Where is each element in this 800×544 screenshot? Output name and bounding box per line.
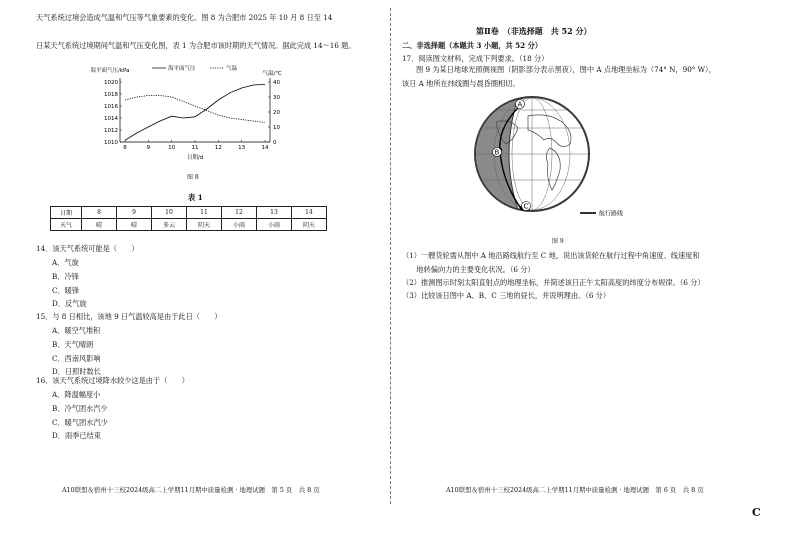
right-footer: A10联盟＆宿州十三校2024级高二上学期11月期中质量检测 · 地理试题 第 6 页 共 8 页 [446,486,704,494]
option: C．暖锋 [52,286,80,295]
sub-question-2: （2）推测图示时刻太阳直射点的地理坐标，并简述该日正午太阳高度的纬度分布规律。（6 分） [402,278,705,287]
x-tick-label: 8 [123,145,127,151]
y-axis-label: 海平面气压/kPa [90,68,130,74]
figure-8-chart [80,60,310,180]
option: D．日照时数长 [52,367,101,376]
y-tick-label: 1016 [104,104,118,110]
x-tick-label: 9 [146,145,151,151]
table-cell: 小雨 [257,219,292,231]
page-divider [390,8,391,504]
x-tick-label: 11 [191,145,199,151]
y-tick-label: 1014 [104,116,118,122]
question-17: 17．阅读图文材料，完成下列要求。（18 分） [402,54,549,63]
option: B．冷气团水汽少 [52,404,108,413]
question-16: 16．该天气系统过境降水较少这是由于（ ） [36,376,189,385]
table-cell: 13 [257,207,292,219]
q17-text-2: 该日 A 地所在纬线圈与晨昏圈相切。 [402,79,520,88]
table-cell: 天气 [51,219,82,231]
sub-question-1: （1）一艘货轮需从图中 A 地沿路线航行至 C 地，说出该货轮在航行过程中角速度、线速度和 [402,251,700,260]
table-cell: 多云 [152,219,187,231]
y2-tick-label: 0 [273,140,277,146]
y-tick-label: 1010 [104,140,118,146]
part-title: 二、非选择题（本题共 3 小题，共 52 分） [402,41,543,50]
x-tick-label: 14 [261,145,269,151]
table-cell: 12 [222,207,257,219]
table-cell: 晴 [82,219,117,231]
figure-8-caption: 图 8 [187,174,199,181]
x-tick-label: 10 [168,145,176,151]
label-a: A [517,100,523,109]
option: C．暖气团水汽少 [52,418,108,427]
table-cell: 11 [187,207,222,219]
option: B．冷锋 [52,272,79,281]
y2-tick-label: 30 [273,95,280,101]
option: B．天气晴朗 [52,340,94,349]
table-row [51,207,327,219]
left-footer: A10联盟＆宿州十三校2024级高二上学期11月期中质量检测 · 地理试题 第 5 页 共 8 页 [62,486,320,494]
table-cell: 阴天 [292,219,327,231]
table-row [51,219,327,231]
x-tick-label: 12 [214,145,222,151]
y-tick-label: 1012 [104,128,118,134]
q17-text-1: 图 9 为某日地球光照侧视图（阴影部分表示黑夜），图中 A 点地理坐标为（74° N，90° W）， [416,65,716,74]
y2-tick-label: 10 [273,125,280,131]
section-title: 第Ⅱ卷 （非选择题 共 52 分） [476,26,592,36]
question-14: 14．该天气系统可能是（ ） [36,244,139,253]
table-cell: 阴天 [187,219,222,231]
question-15: 15．与 8 日相比，该地 9 日气温较高是由于此日（ ） [36,312,222,321]
intro-line-2: 日某天气系统过境期间气温和气压变化图，表 1 为合肥市该时期的天气情况。据此完成 14～16 题。 [36,41,356,50]
y2-tick-label: 40 [273,80,280,86]
table-cell: 10 [152,207,187,219]
x-tick-label: 13 [238,145,246,151]
option: C．西南风影响 [52,354,101,363]
legend-route-label: 航行路线 [599,210,624,218]
y2-tick-label: 20 [273,110,280,116]
legend-pressure-label: 海平面气压 [168,66,196,72]
intro-line-1: 天气系统过境会造成气温和气压等气象要素的变化。图 8 为合肥市 2025 年 10 月 8 日至 14 [36,13,333,22]
table-1-title: 表 1 [188,193,203,202]
table-cell: 14 [292,207,327,219]
y-tick-label: 1020 [104,80,118,86]
pressure-line [125,84,265,140]
weather-table [50,206,327,231]
option: A．气旋 [52,258,79,267]
label-b: B [494,148,500,157]
option: D．雨季已结束 [52,431,101,440]
table-cell: 日期 [51,207,82,219]
table-cell: 晴 [117,219,152,231]
y-tick-label: 1018 [104,92,118,98]
table-cell: 8 [82,207,117,219]
option: A．降温幅度小 [52,390,101,399]
option: A．暖空气堆积 [52,326,101,335]
table-cell: 9 [117,207,152,219]
sub-question-1-cont: 地转偏向力的主要变化状况。（6 分） [402,265,535,274]
legend-temp-label: 气温 [226,66,238,72]
label-c: C [523,202,529,211]
sub-question-3: （3）比较该日图中 A、B、C 三地的昼长，并说明理由。（6 分） [402,291,611,300]
temperature-line [125,96,265,123]
y2-axis-label: 气温/℃ [262,71,282,77]
figure-9-caption: 图 9 [552,238,564,245]
x-axis-label: 日期/d [186,155,204,161]
option: D．反气旋 [52,299,87,308]
figure-9-globe [470,92,680,224]
table-cell: 小雨 [222,219,257,231]
corner-mark: C [752,506,761,519]
